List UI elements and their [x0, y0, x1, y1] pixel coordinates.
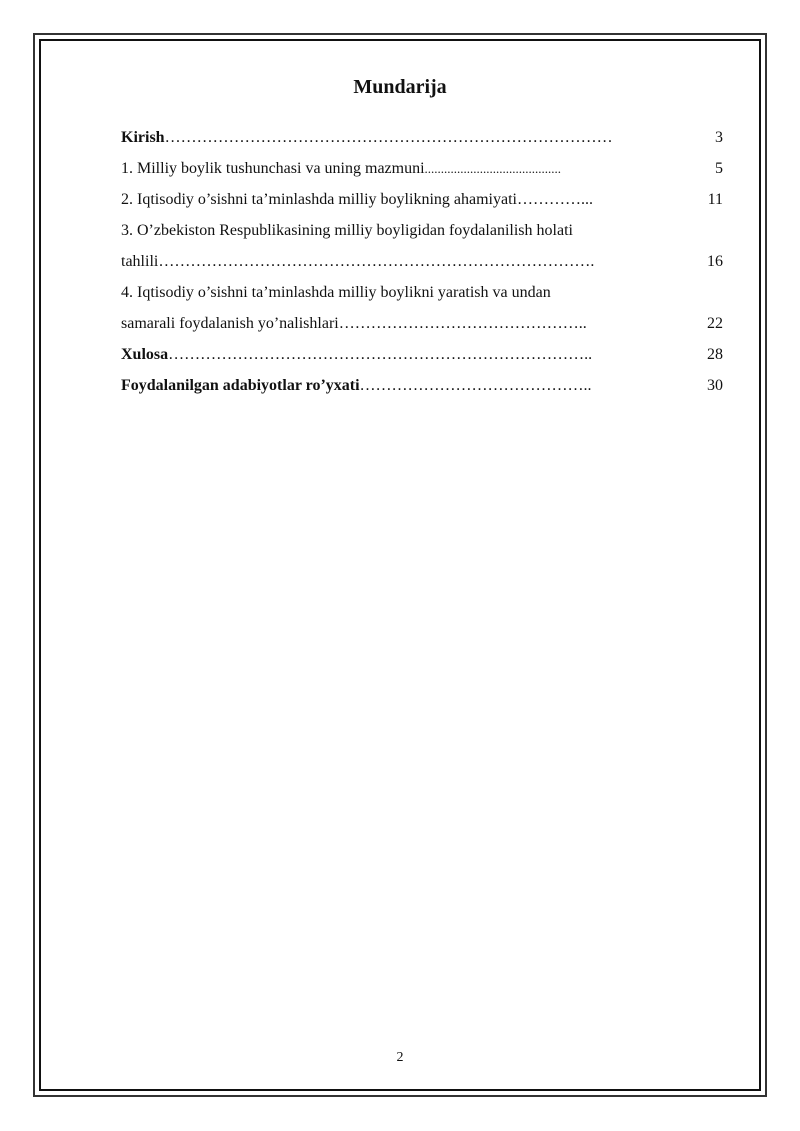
toc-entry-label: Foydalanilgan adabiyotlar ro’yxati [121, 377, 360, 394]
toc-page-number: 30 [707, 377, 723, 394]
toc-entry-4[interactable] [121, 308, 731, 339]
toc-entry-3[interactable] [121, 246, 731, 277]
toc-leader-dots: .......................................... [424, 161, 562, 176]
toc-entry-label: 2. Iqtisodiy o’sishni ta’minlashda milliy boylikning ahamiyati [121, 191, 517, 208]
toc-entry-1[interactable] [121, 153, 731, 184]
toc-entry-xulosa[interactable] [121, 339, 731, 370]
toc-page-number: 22 [707, 315, 723, 332]
toc-entry-kirish[interactable] [121, 122, 731, 153]
toc-entry-label: 4. Iqtisodiy o’sishni ta’minlashda milliy boylikni yaratish va undan [121, 284, 551, 301]
toc-entry-4-line1[interactable] [121, 277, 731, 308]
toc-leader-dots: ………………………………………………………………………… [164, 129, 613, 146]
toc-entry-adabiyotlar[interactable] [121, 370, 731, 401]
toc-page-number: 28 [707, 346, 723, 363]
toc-entry-label: 1. Milliy boylik tushunchasi va uning mazmuni [121, 160, 425, 177]
toc-leader-dots: ………………………………………………………………………. [158, 253, 595, 270]
toc-leader-dots: …………... [516, 191, 593, 208]
toc-page-number: 3 [715, 129, 723, 146]
toc-entry-label: Xulosa [121, 346, 169, 363]
page-number: 2 [396, 1050, 404, 1065]
toc-entry-label: samarali foydalanish yo’nalishlari [121, 315, 339, 332]
toc-entry-3-line1[interactable] [121, 215, 731, 246]
toc-leader-dots: …………………………………………………………………….. [168, 346, 593, 363]
toc-entry-label: tahlili [121, 253, 159, 270]
toc-page-number: 16 [707, 253, 723, 270]
toc-entry-label: 3. O’zbekiston Respublikasining milliy boyligidan foydalanilish holati [121, 222, 573, 239]
table-of-contents [121, 122, 731, 401]
toc-entry-label: Kirish [121, 129, 165, 146]
toc-leader-dots: ……………………………………….. [338, 315, 587, 332]
toc-entry-2[interactable] [121, 184, 731, 215]
toc-page-number: 11 [707, 191, 723, 208]
toc-leader-dots: …………………………………….. [359, 377, 592, 394]
toc-page-number: 5 [715, 160, 723, 177]
page-title: Mundarija [353, 76, 447, 98]
